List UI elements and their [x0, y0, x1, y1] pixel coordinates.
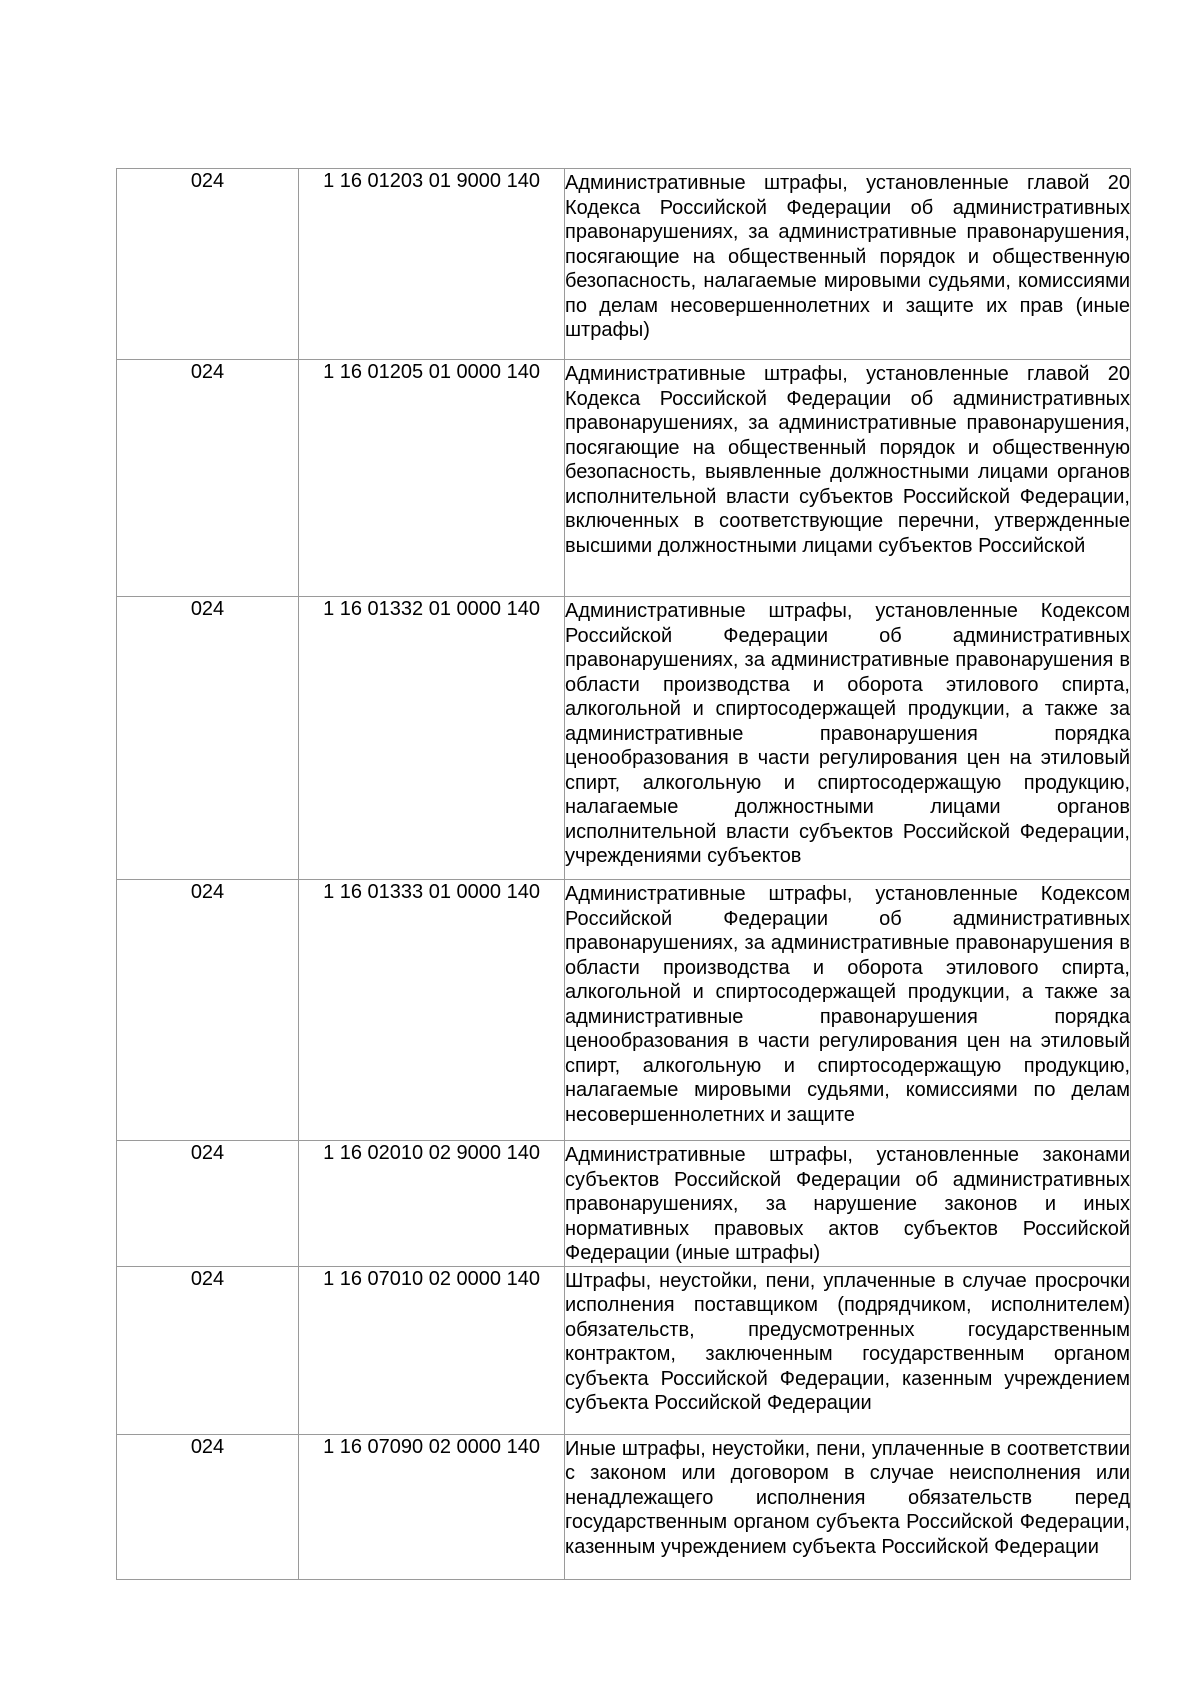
table-row [117, 169, 1131, 360]
description-cell [565, 1434, 1131, 1579]
table-row [117, 597, 1131, 880]
kbk-code-cell: 1 16 07010 02 0000 140 [299, 1266, 565, 1434]
admin-code-cell: 024 [117, 1266, 299, 1434]
description-text: Иные штрафы, неустойки, пени, уплаченные в соответствии с законом или договором в случае неисполнения или ненадлежащего исполнения обязательств перед государственным органом субъекта Российской Федерации, казенным учреждением субъекта Российской Федерации [565, 1437, 1130, 1558]
kbk-code-cell: 1 16 01205 01 0000 140 [299, 360, 565, 597]
admin-code-cell: 024 [117, 597, 299, 880]
admin-code-cell: 024 [117, 1141, 299, 1267]
kbk-code-cell: 1 16 01333 01 0000 140 [299, 880, 565, 1141]
description-cell [565, 880, 1131, 1141]
kbk-code-cell: 1 16 01332 01 0000 140 [299, 597, 565, 880]
admin-code-cell: 024 [117, 1434, 299, 1579]
table-row [117, 1434, 1131, 1579]
description-text: Административные штрафы, установленные главой 20 Кодекса Российской Федерации об административных правонарушениях, за административные правонарушения, посягающие на общественный порядок и общественную безопасность, налагаемые мировыми судьями, комиссиями по делам несовершеннолетних и защите их прав (иные штрафы) [565, 172, 1130, 341]
description-cell [565, 169, 1131, 360]
description-text: Административные штрафы, установленные главой 20 Кодекса Российской Федерации об административных правонарушениях, за административные правонарушения, посягающие на общественный порядок и общественную безопасность, выявленные должностными лицами органов исполнительной власти субъектов Российской Федерации, включенных в соответствующие перечни, утвержденные высшими должностными лицами субъектов Российской [565, 363, 1130, 557]
description-text: Административные штрафы, установленные Кодексом Российской Федерации об административных правонарушениях, за административные правонарушения в области производства и оборота этилового спирта, алкогольной и спиртосодержащей продукции, а также за административные правонарушения порядка ценообразования в части регулирования цен на этиловый спирт, алкогольную и спиртосодержащую продукцию, налагаемые мировыми судьями, комиссиями по делам несовершеннолетних и защите [565, 883, 1130, 1126]
table-row [117, 1141, 1131, 1267]
table-row [117, 1266, 1131, 1434]
description-text: Административные штрафы, установленные Кодексом Российской Федерации об административных правонарушениях, за административные правонарушения в области производства и оборота этилового спирта, алкогольной и спиртосодержащей продукции, а также за административные правонарушения порядка ценообразования в части регулирования цен на этиловый спирт, алкогольную и спиртосодержащую продукцию, налагаемые должностными лицами органов исполнительной власти субъектов Российской Федерации, учреждениями субъектов [565, 600, 1130, 867]
description-cell [565, 1141, 1131, 1267]
admin-code-cell: 024 [117, 360, 299, 597]
revenue-codes-table [116, 168, 1131, 1580]
admin-code-cell: 024 [117, 169, 299, 360]
kbk-code-cell: 1 16 01203 01 9000 140 [299, 169, 565, 360]
description-cell [565, 1266, 1131, 1434]
table-row [117, 360, 1131, 597]
admin-code-cell: 024 [117, 880, 299, 1141]
table-row [117, 880, 1131, 1141]
description-text: Штрафы, неустойки, пени, уплаченные в случае просрочки исполнения поставщиком (подрядчиком, исполнителем) обязательств, предусмотренных государственным контрактом, заключенным государственным органом субъекта Российской Федерации, казенным учреждением субъекта Российской Федерации [565, 1269, 1130, 1414]
kbk-code-cell: 1 16 07090 02 0000 140 [299, 1434, 565, 1579]
description-text: Административные штрафы, установленные законами субъектов Российской Федерации об административных правонарушениях, за нарушение законов и иных нормативных правовых актов субъектов Российской Федерации (иные штрафы) [565, 1144, 1130, 1264]
description-cell [565, 360, 1131, 597]
description-cell [565, 597, 1131, 880]
kbk-code-cell: 1 16 02010 02 9000 140 [299, 1141, 565, 1267]
